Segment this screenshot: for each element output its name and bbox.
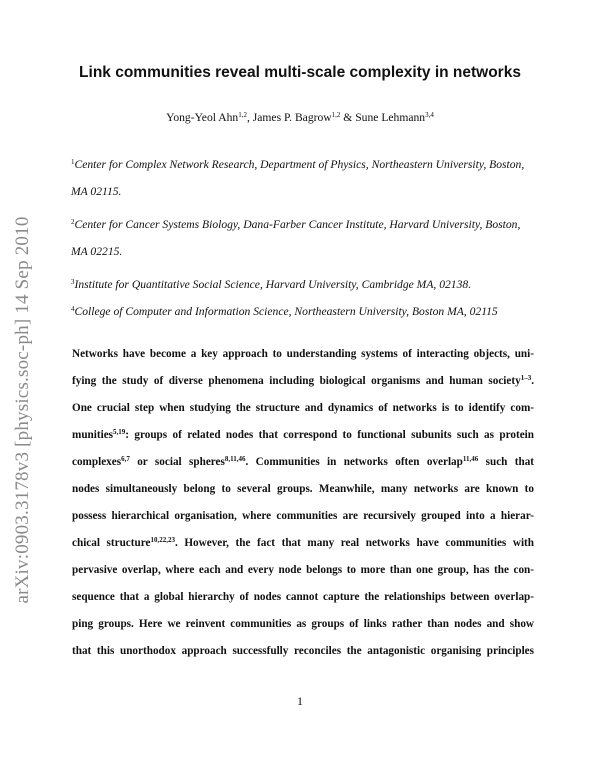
abstract-text: : groups of related nodes that correspond to functional subunits such as protein [125,429,534,441]
abstract-line [72,584,534,611]
abstract-text: Networks have become a key approach to understanding systems of interacting objects, uni- [72,348,534,360]
abstract-line [72,611,534,638]
abstract-line [72,395,534,422]
abstract-text: . Communities in networks often overlap [245,456,463,468]
affiliation-text: College of Computer and Information Science, Northeastern University, Boston MA, 02115 [74,305,498,318]
author-list [0,111,600,124]
author-separator: , [246,111,253,124]
abstract-line [72,476,534,503]
affiliation-number: 3 [71,278,75,286]
citation-marker: 1–3 [520,374,532,382]
abstract-text: chical structure [72,537,151,549]
affiliation-number: 4 [71,305,75,313]
author-name: Sune Lehmann [355,111,426,124]
abstract-text: nodes simultaneously belong to several groups. Meanwhile, many networks are known to [72,483,534,495]
abstract-line [72,368,534,395]
affiliation-number: 1 [71,158,75,166]
abstract-line [72,530,534,557]
abstract [72,341,534,665]
author-affiliation-marker: 1,2 [331,111,341,119]
abstract-text: . [531,375,534,387]
abstract-line [72,503,534,530]
abstract-text: possess hierarchical organisation, where communities are recursively grouped into a hierar- [72,510,534,522]
affiliation-4 [71,298,541,325]
citation-marker: 6,7 [121,455,130,463]
abstract-line [72,557,534,584]
abstract-line [72,341,534,368]
abstract-text: that this unorthodox approach successfully reconciles the antagonistic organising principles [72,645,534,657]
affiliation-text: Center for Complex Network Research, Department of Physics, Northeastern University, Boston, [74,158,525,171]
author-affiliation-marker: 3,4 [425,111,434,119]
abstract-text: ping groups. Here we reinvent communities as groups of links rather than nodes and show [72,618,534,630]
abstract-text: . However, the fact that many real networks have communities with [174,537,534,549]
affiliation-text: Center for Cancer Systems Biology, Dana-Farber Cancer Institute, Harvard University, Boston, [74,218,521,231]
abstract-text: sequence that a global hierarchy of nodes cannot capture the relationships between overlap- [72,591,534,603]
abstract-text: such that [478,456,535,468]
abstract-text: complexes [72,456,122,468]
citation-marker: 11,46 [462,455,479,463]
abstract-text: or social spheres [129,456,225,468]
paper-title: Link communities reveal multi-scale complexity in networks [79,64,521,81]
abstract-line [72,449,534,476]
citation-marker: 10,22,23 [150,536,175,544]
affiliation-2 [71,211,541,265]
author-separator: & [340,111,356,124]
affiliation-text: MA 02115. [71,185,122,198]
page-number: 1 [297,694,303,708]
citation-marker: 8,11,46 [224,455,246,463]
affiliation-1 [71,151,541,205]
abstract-line [72,638,534,665]
author-name: James P. Bagrow [252,111,332,124]
abstract-text: pervasive overlap, where each and every node belongs to more than one group, has the con- [72,564,534,576]
affiliation-text: Institute for Quantitative Social Science, Harvard University, Cambridge MA, 02138. [74,278,472,291]
abstract-line [72,422,534,449]
abstract-text: fying the study of diverse phenomena including biological organisms and human society [72,375,521,387]
affiliation-text: MA 02215. [71,245,123,258]
author-affiliation-marker: 1,2 [238,111,247,119]
abstract-text: munities [72,429,114,441]
citation-marker: 5,19 [113,428,126,436]
abstract-text: One crucial step when studying the structure and dynamics of networks is to identify com- [72,402,534,414]
affiliation-3 [71,271,541,298]
author-name: Yong-Yeol Ahn [166,111,239,124]
affiliation-number: 2 [71,218,75,226]
arxiv-side-identifier: arXiv:0903.3178v3 [physics.soc-ph] 14 Sep 2010 [12,216,33,604]
